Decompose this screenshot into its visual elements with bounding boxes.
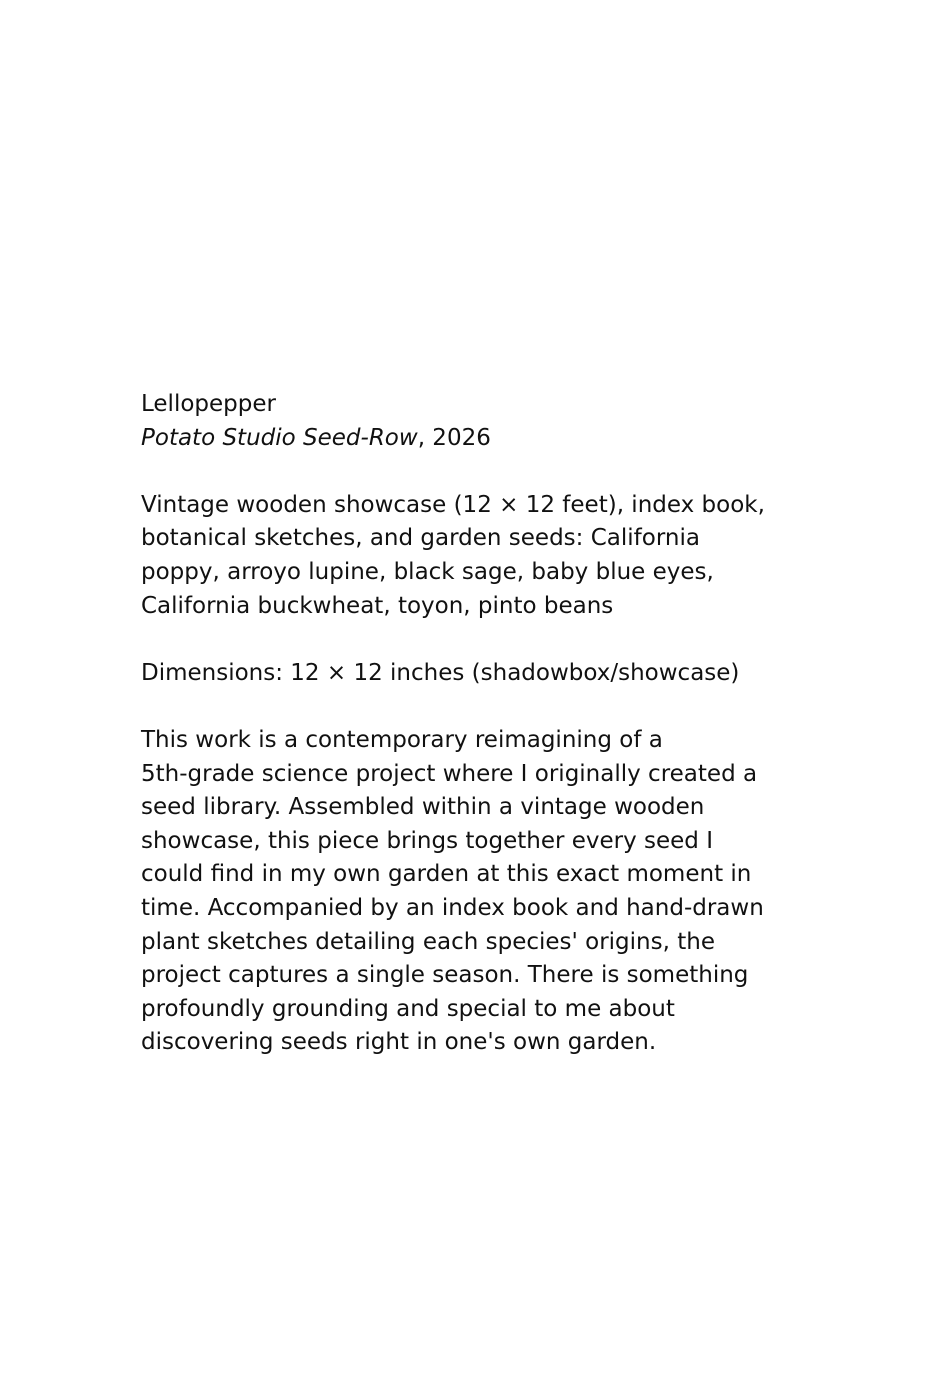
- materials: [141, 489, 821, 623]
- work-title: Potato Studio Seed-Row: [141, 424, 418, 451]
- statement-line: seed library. Assembled within a vintage wooden: [141, 794, 705, 821]
- statement-line: could find in my own garden at this exact moment in: [141, 861, 752, 888]
- spacer: [141, 690, 821, 724]
- statement-line: discovering seeds right in one's own garden.: [141, 1029, 657, 1056]
- statement-line: 5th-grade science project where I originally created a: [141, 760, 758, 787]
- statement-line: plant sketches detailing each species' origins, the: [141, 928, 715, 955]
- statement-line: project captures a single season. There is something: [141, 962, 749, 989]
- statement-line: showcase, this piece brings together every seed I: [141, 827, 714, 854]
- artist-name: Lellopepper: [141, 391, 276, 417]
- spacer: [141, 623, 821, 657]
- artwork-label: [141, 388, 821, 1060]
- statement-line: profoundly grounding and special to me about: [141, 995, 675, 1022]
- materials-line: botanical sketches, and garden seeds: California: [141, 525, 700, 552]
- spacer: [141, 455, 821, 489]
- artist-statement: [141, 724, 821, 1060]
- dimensions: Dimensions: 12 × 12 inches (shadowbox/showcase): [141, 659, 740, 686]
- materials-line: Vintage wooden showcase (12 × 12 feet), index book,: [141, 491, 765, 518]
- title-line: [141, 422, 821, 456]
- statement-line: time. Accompanied by an index book and hand-drawn: [141, 894, 764, 921]
- materials-line: California buckwheat, toyon, pinto beans: [141, 592, 614, 619]
- statement-line: This work is a contemporary reimagining of a: [141, 726, 663, 753]
- materials-line: poppy, arroyo lupine, black sage, baby blue eyes,: [141, 558, 714, 585]
- work-year: , 2026: [417, 424, 491, 451]
